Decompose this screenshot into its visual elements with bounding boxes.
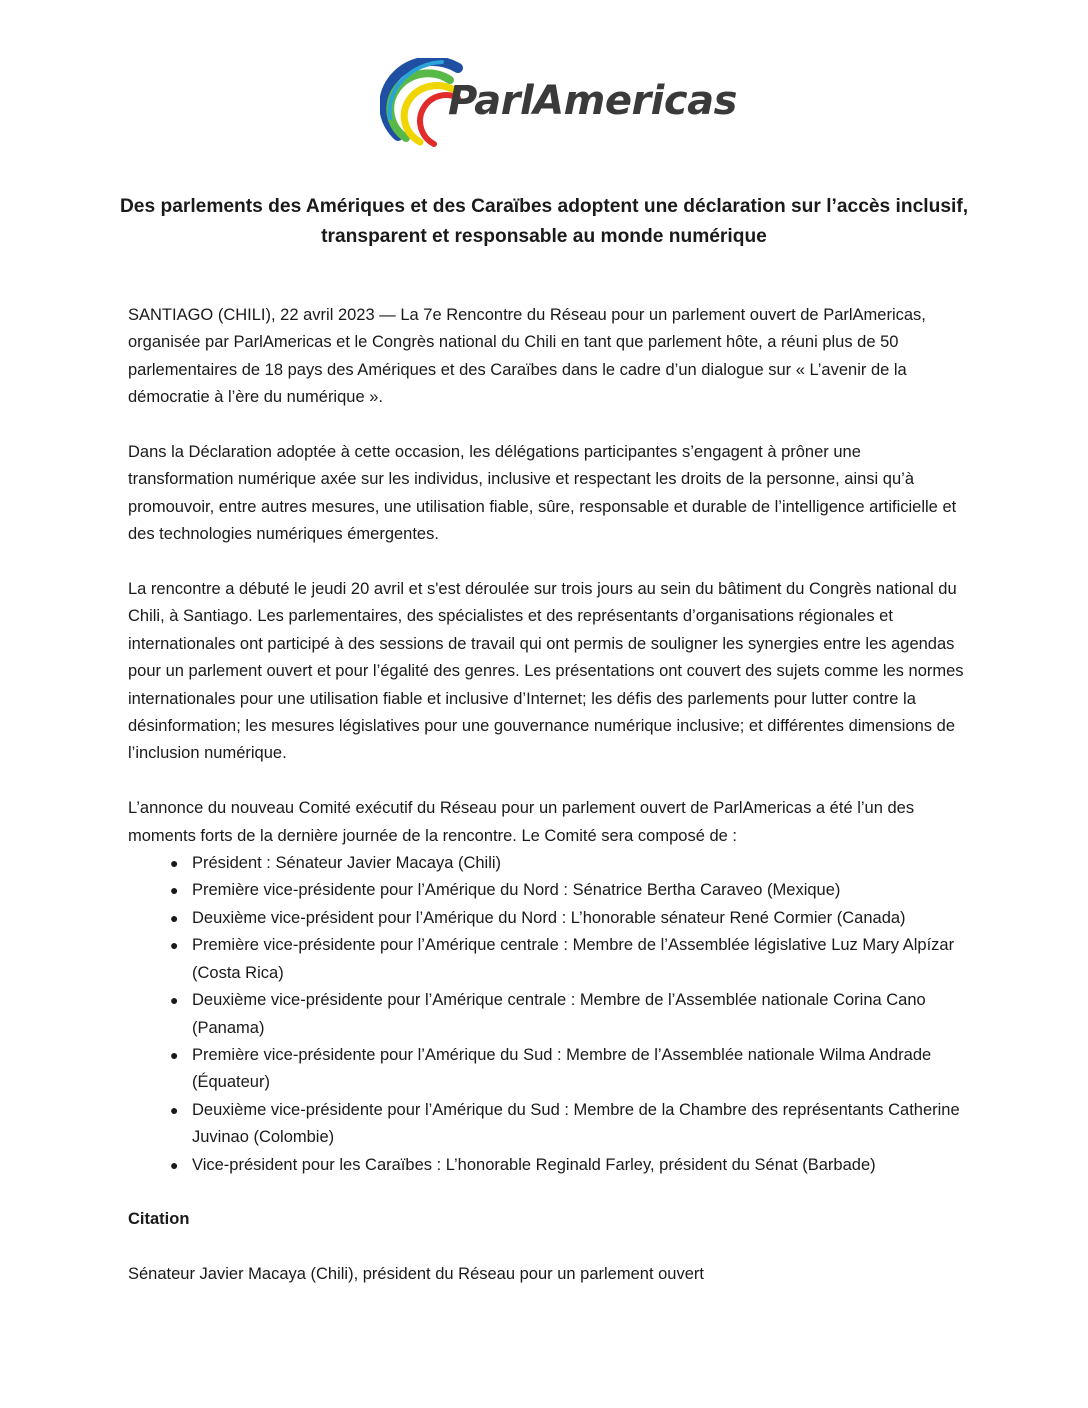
bullet-icon: ● xyxy=(170,855,179,872)
logo-wordmark: ParlAmericas xyxy=(448,78,737,124)
press-release-body xyxy=(128,302,968,1289)
paragraph-meeting: La rencontre a débuté le jeudi 20 avril et s'est déroulée sur trois jours au sein du bâtiment du Congrès national du Chili, à Santiago. Les parlementaires, des spécialistes et des représentants d’organisations régionales et internationales ont participé à des sessions de travail qui ont permis de souligner les synergies entre les agendas pour un parlement ouvert et pour l’égalité des genres. Les présentations ont couvert des sujets comme les normes internationales pour une utilisation fiable et inclusive d’Internet; les défis des parlements pour lutter contre la désinformation; les mesures législatives pour une gouvernance numérique inclusive; et différentes dimensions de l’inclusion numérique. xyxy=(128,580,964,763)
bullet-icon: ● xyxy=(170,992,179,1009)
list-item: ● Deuxième vice-président pour l’Amérique du Nord : L’honorable sénateur René Cormier (Canada) xyxy=(128,905,968,932)
citation-attribution: Sénateur Javier Macaya (Chili), président du Réseau pour un parlement ouvert xyxy=(128,1265,704,1284)
paragraph-declaration: Dans la Déclaration adoptée à cette occasion, les délégations participantes s’engagent à prôner une transformation numérique axée sur les individus, inclusive et respectant les droits de la personne, ainsi qu’à promouvoir, entre autres mesures, une utilisation fiable, sûre, responsable et durable de l’intelligence artificielle et des technologies numériques émergentes. xyxy=(128,443,957,544)
citation-heading: Citation xyxy=(128,1210,190,1229)
list-item: ● Première vice-présidente pour l’Amérique du Nord : Sénatrice Bertha Caraveo (Mexique) xyxy=(128,877,968,904)
parlamericas-logo xyxy=(380,58,737,158)
list-item: ● Vice-président pour les Caraïbes : L’honorable Reginald Farley, président du Sénat (Barbade) xyxy=(128,1152,968,1179)
committee-list xyxy=(128,850,968,1179)
bullet-icon: ● xyxy=(170,909,179,926)
list-item: ● Première vice-présidente pour l’Amérique centrale : Membre de l’Assemblée législative Luz Mary Alpízar (Costa Rica) xyxy=(128,932,968,987)
list-item: ● Deuxième vice-présidente pour l’Amérique centrale : Membre de l’Assemblée nationale Corina Cano (Panama) xyxy=(128,987,968,1042)
bullet-icon: ● xyxy=(170,1046,179,1063)
bullet-icon: ● xyxy=(170,882,179,899)
list-item: ● Première vice-présidente pour l’Amérique du Sud : Membre de l’Assemblée nationale Wilma Andrade (Équateur) xyxy=(128,1042,968,1097)
bullet-icon: ● xyxy=(170,937,179,954)
list-item: ● Président : Sénateur Javier Macaya (Chili) xyxy=(128,850,968,877)
bullet-icon: ● xyxy=(170,1101,179,1118)
paragraph-intro: SANTIAGO (CHILI), 22 avril 2023 — La 7e Rencontre du Réseau pour un parlement ouvert de ParlAmericas, organisée par ParlAmericas et le Congrès national du Chili en tant que parlement hôte, a réuni plus de 50 parlementaires de 18 pays des Amériques et des Caraïbes dans le cadre d’un dialogue sur « L’avenir de la démocratie à l’ère du numérique ». xyxy=(128,306,926,407)
paragraph-committee-intro: L’annonce du nouveau Comité exécutif du Réseau pour un parlement ouvert de ParlAmericas a été l’un des moments forts de la dernière journée de la rencontre. Le Comité sera composé de : xyxy=(128,799,915,845)
list-item: ● Deuxième vice-présidente pour l’Amérique du Sud : Membre de la Chambre des représentants Catherine Juvinao (Colombie) xyxy=(128,1097,968,1152)
bullet-icon: ● xyxy=(170,1156,179,1173)
press-release-title: Des parlements des Amériques et des Caraïbes adoptent une déclaration sur l’accès inclusif, transparent et responsable au monde numérique xyxy=(119,196,969,247)
